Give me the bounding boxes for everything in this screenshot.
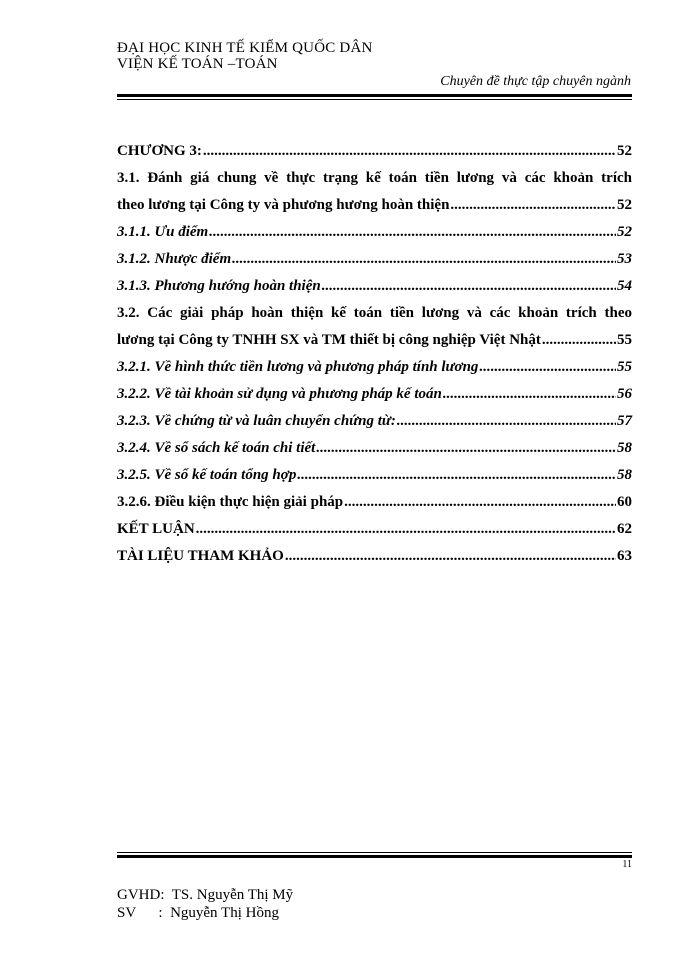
toc-entry-chapter-3 bbox=[117, 138, 632, 165]
toc-entry-title: CHƯƠNG 3: bbox=[117, 143, 202, 159]
toc-leader-dots bbox=[479, 354, 616, 381]
toc-entry-title: 3.2.2. Về tài khoản sử dụng và phương pháp kế toán bbox=[117, 386, 442, 402]
student-name: SV : Nguyễn Thị Hồng bbox=[117, 905, 279, 921]
toc-entry-title: 3.2.3. Về chứng từ và luân chuyển chứng từ: bbox=[117, 413, 396, 429]
table-of-contents bbox=[117, 138, 632, 570]
toc-entry-3-2-1 bbox=[117, 354, 632, 381]
toc-entry-3-2-3 bbox=[117, 408, 632, 435]
toc-entry-title: 3.1.3. Phương hướng hoàn thiện bbox=[117, 278, 321, 294]
toc-leader-dots bbox=[209, 219, 616, 246]
advisor-name: GVHD: TS. Nguyễn Thị Mỹ bbox=[117, 887, 294, 903]
header-rule-thick bbox=[117, 94, 632, 97]
toc-entry-page: 52 bbox=[617, 143, 632, 159]
toc-entry-page: 56 bbox=[617, 386, 632, 402]
toc-entry-page: 52 bbox=[617, 197, 632, 213]
toc-entry-title: 3.2.1. Về hình thức tiền lương và phương pháp tính lương bbox=[117, 359, 479, 375]
toc-leader-dots bbox=[285, 543, 616, 570]
toc-leader-dots bbox=[397, 408, 616, 435]
header-rule-thin bbox=[117, 99, 632, 100]
toc-entry-title: KẾT LUẬN bbox=[117, 521, 195, 537]
toc-leader-dots bbox=[196, 516, 616, 543]
toc-leader-dots bbox=[316, 435, 616, 462]
toc-entry-title: 3.2.6. Điều kiện thực hiện giải pháp bbox=[117, 494, 344, 510]
institute-name: VIỆN KẾ TOÁN –TOÁN bbox=[117, 56, 278, 72]
toc-entry-3-2-6 bbox=[117, 489, 632, 516]
toc-entry-page: 54 bbox=[617, 278, 632, 294]
toc-entry-page: 52 bbox=[617, 224, 632, 240]
toc-leader-dots bbox=[542, 327, 616, 354]
toc-entry-title: TÀI LIỆU THAM KHẢO bbox=[117, 548, 284, 564]
toc-entry-3-1-3 bbox=[117, 273, 632, 300]
footer-rule-thick bbox=[117, 855, 632, 858]
toc-leader-dots bbox=[450, 192, 616, 219]
toc-leader-dots bbox=[297, 462, 616, 489]
toc-entry-page: 57 bbox=[617, 413, 632, 429]
toc-entry-3-2-2 bbox=[117, 381, 632, 408]
toc-entry-title: theo lương tại Công ty và phương hương hoàn thiện bbox=[117, 197, 450, 213]
toc-entry-references bbox=[117, 543, 632, 570]
toc-leader-dots bbox=[322, 273, 616, 300]
toc-entry-page: 55 bbox=[617, 332, 632, 348]
toc-entry-conclusion bbox=[117, 516, 632, 543]
footer-rule-thin bbox=[117, 852, 632, 853]
toc-entry-3-2-5 bbox=[117, 462, 632, 489]
toc-entry-3-2-line2 bbox=[117, 327, 632, 354]
toc-entry-page: 53 bbox=[617, 251, 632, 267]
toc-leader-dots bbox=[443, 381, 616, 408]
toc-entry-title: lương tại Công ty TNHH SX và TM thiết bị công nghiệp Việt Nhật bbox=[117, 332, 541, 348]
toc-entry-3-1-1 bbox=[117, 219, 632, 246]
document-type: Chuyên đề thực tập chuyên ngành bbox=[440, 74, 631, 89]
toc-entry-3-1-2 bbox=[117, 246, 632, 273]
toc-entry-page: 63 bbox=[617, 548, 632, 564]
toc-leader-dots bbox=[232, 246, 616, 273]
toc-entry-title: 3.1.2. Nhược điểm bbox=[117, 251, 232, 267]
university-name: ĐẠI HỌC KINH TẾ KIỂM QUỐC DÂN bbox=[117, 40, 373, 56]
toc-leader-dots bbox=[203, 138, 616, 165]
toc-entry-title: 3.2.4. Về sổ sách kế toán chi tiết bbox=[117, 440, 316, 456]
toc-entry-page: 58 bbox=[617, 467, 632, 483]
toc-entry-page: 58 bbox=[617, 440, 632, 456]
toc-entry-title: 3.1.1. Ưu điểm bbox=[117, 224, 209, 240]
toc-entry-page: 55 bbox=[617, 359, 632, 375]
toc-entry-3-2-line1: 3.2. Các giải pháp hoàn thiện kế toán tiền lương và các khoản trích theo bbox=[117, 305, 632, 321]
toc-entry-3-2-4 bbox=[117, 435, 632, 462]
toc-entry-page: 60 bbox=[617, 494, 632, 510]
toc-entry-3-1-line1: 3.1. Đánh giá chung về thực trạng kế toán tiền lương và các khoản trích bbox=[117, 170, 632, 186]
toc-entry-title: 3.2.5. Về sổ kế toán tổng hợp bbox=[117, 467, 297, 483]
page-number: 11 bbox=[622, 859, 632, 870]
toc-leader-dots bbox=[344, 489, 616, 516]
toc-entry-3-1-line2 bbox=[117, 192, 632, 219]
toc-entry-page: 62 bbox=[617, 521, 632, 537]
